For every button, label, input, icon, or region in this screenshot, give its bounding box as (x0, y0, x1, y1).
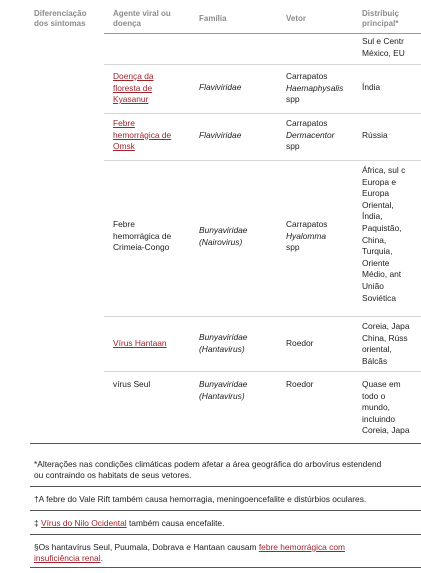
table-row-5-vector: Roedor (286, 379, 314, 389)
footnote-asterisk-line1: *Alterações nas condições climáticas podem afetar a área geográfica do arbovírus estendend (34, 459, 382, 469)
table-row-0-distribution (362, 36, 421, 59)
distribution-line: todo o (362, 390, 386, 401)
distribution-line: Soviética (362, 292, 396, 303)
row-divider (104, 160, 421, 161)
footnote-dagger: †A febre do Vale Rift também causa hemorragia, meningoencefalite e distúrbios oculares. (34, 494, 367, 504)
kyasanur-link-line1[interactable]: Doença da (113, 71, 154, 81)
table-row-3-agent (113, 219, 193, 254)
family-subgenus: (Hantavirus) (199, 343, 245, 354)
vector-line: spp (286, 94, 300, 105)
vector-line: Carrapatos (286, 219, 328, 229)
table-bottom-border (30, 443, 421, 444)
distribution-line: China, Rúss (362, 332, 408, 343)
agent-line: hemorrágica de (113, 230, 172, 241)
distribution-line: Sul e Centr (362, 36, 404, 46)
table-header (0, 0, 421, 33)
distribution-line: Coreia, Japa (362, 425, 410, 436)
distribution-line: Europa e (362, 176, 396, 187)
distribution-line: China, (362, 234, 387, 245)
hfrs-link-line1[interactable]: febre hemorrágica com (258, 542, 345, 552)
distribution-line: oriental, (362, 344, 392, 355)
table-row-3-family (199, 225, 279, 248)
west-nile-link[interactable]: Vírus do Nilo Ocidental (41, 518, 127, 528)
distribution-line: Europa (362, 188, 390, 199)
distribution-line: União (362, 280, 384, 291)
kyasanur-link-line3[interactable]: Kyasanur (113, 94, 149, 105)
family-line: Bunyaviridae (199, 379, 248, 389)
header-vector: Vetor (286, 14, 307, 23)
table-row-1-vector (286, 71, 356, 106)
header-symptoms-line1: Diferenciação (34, 9, 87, 18)
footnote-divider (30, 486, 421, 487)
header-agent-line2: doença (113, 19, 142, 28)
footnote-text: §Os hantavírus Seul, Puumala, Dobrava e Hantaan causam (34, 542, 259, 552)
family-line: Bunyaviridae (199, 332, 248, 342)
table-row-2-distribution: Rússia (362, 130, 388, 140)
vector-line: spp (286, 141, 300, 152)
distribution-line: mundo, (362, 402, 390, 413)
row-divider (104, 316, 421, 317)
distribution-line: Médio, ant (362, 269, 402, 280)
distribution-line: Paquistão, (362, 222, 402, 233)
distribution-line: Bálcãs (362, 355, 388, 366)
vector-genus: Hyalomma (286, 230, 327, 241)
vector-line: spp (286, 242, 300, 253)
hfrs-link-line2[interactable]: insuficiência renal (34, 553, 101, 563)
footnote-section (34, 542, 345, 564)
distribution-line: Coreia, Japa (362, 321, 410, 331)
row-divider (104, 371, 421, 372)
row-divider (104, 113, 421, 114)
footnote-period: . (100, 553, 103, 563)
footnote-asterisk (34, 459, 381, 481)
table-row-3-vector (286, 219, 356, 254)
header-symptoms (34, 9, 86, 29)
family-subgenus: (Nairovirus) (199, 236, 243, 247)
row-divider (104, 64, 421, 65)
header-distribution (362, 9, 399, 29)
footnote-text: também causa encefalite. (126, 518, 225, 528)
header-symptoms-line2: dos sintomas (34, 19, 86, 28)
vector-genus: Dermacentor (286, 129, 335, 140)
footnote-asterisk-line2: ou contraindo os habitats de seus vetores. (34, 470, 192, 480)
footnote-divider (30, 567, 421, 568)
distribution-line: Oriente (362, 257, 390, 268)
footnote-divider (30, 510, 421, 511)
omsk-link-line2[interactable]: hemorrágica de (113, 129, 172, 140)
table-row-4-distribution (362, 321, 421, 367)
vector-line: Carrapatos (286, 71, 328, 81)
table-row-2-agent[interactable] (113, 118, 193, 153)
agent-line: Crimeia-Congo (113, 242, 170, 253)
table-row-5-agent: vírus Seul (113, 379, 151, 389)
table-row-4-family (199, 332, 279, 355)
distribution-line: México, EU (362, 47, 405, 58)
hantaan-link[interactable]: Vírus Hantaan (113, 338, 167, 348)
footnote-marker: ‡ (34, 518, 41, 528)
header-agent (113, 9, 171, 29)
agent-line: Febre (113, 219, 135, 229)
distribution-line: Índia, (362, 211, 383, 222)
header-agent-line1: Agente viral ou (113, 9, 171, 18)
table-row-1-family: Flaviviridae (199, 82, 242, 92)
kyasanur-link-line2[interactable]: floresta de (113, 82, 153, 93)
table-row-5-family (199, 379, 279, 402)
header-family: Família (199, 14, 227, 23)
family-line: Bunyaviridae (199, 225, 248, 235)
table-row-5-distribution (362, 379, 421, 437)
table-row-1-distribution: Índia (362, 82, 381, 92)
distribution-line: incluindo (362, 413, 396, 424)
table-row-4-agent[interactable] (113, 338, 193, 350)
omsk-link-line3[interactable]: Omsk (113, 141, 135, 152)
table-row-2-vector (286, 118, 356, 153)
vector-genus: Haemaphysalis (286, 82, 344, 93)
omsk-link-line1[interactable]: Febre (113, 118, 135, 128)
header-distribution-line1: Distribuiç (362, 9, 399, 18)
footnote-double-dagger (34, 518, 224, 529)
footnote-divider (30, 534, 421, 535)
table-row-2-family: Flaviviridae (199, 130, 242, 140)
header-distribution-line2: principal* (362, 19, 399, 28)
table-row-1-agent[interactable] (113, 71, 193, 106)
header-divider (104, 33, 421, 34)
distribution-line: Turquia, (362, 246, 393, 257)
table-row-4-vector: Roedor (286, 338, 314, 348)
distribution-line: África, sul c (362, 165, 406, 175)
family-subgenus: (Hantavirus) (199, 390, 245, 401)
distribution-line: Quase em (362, 379, 401, 389)
vector-line: Carrapatos (286, 118, 328, 128)
table-row-3-distribution (362, 165, 421, 304)
distribution-line: Oriental, (362, 199, 394, 210)
